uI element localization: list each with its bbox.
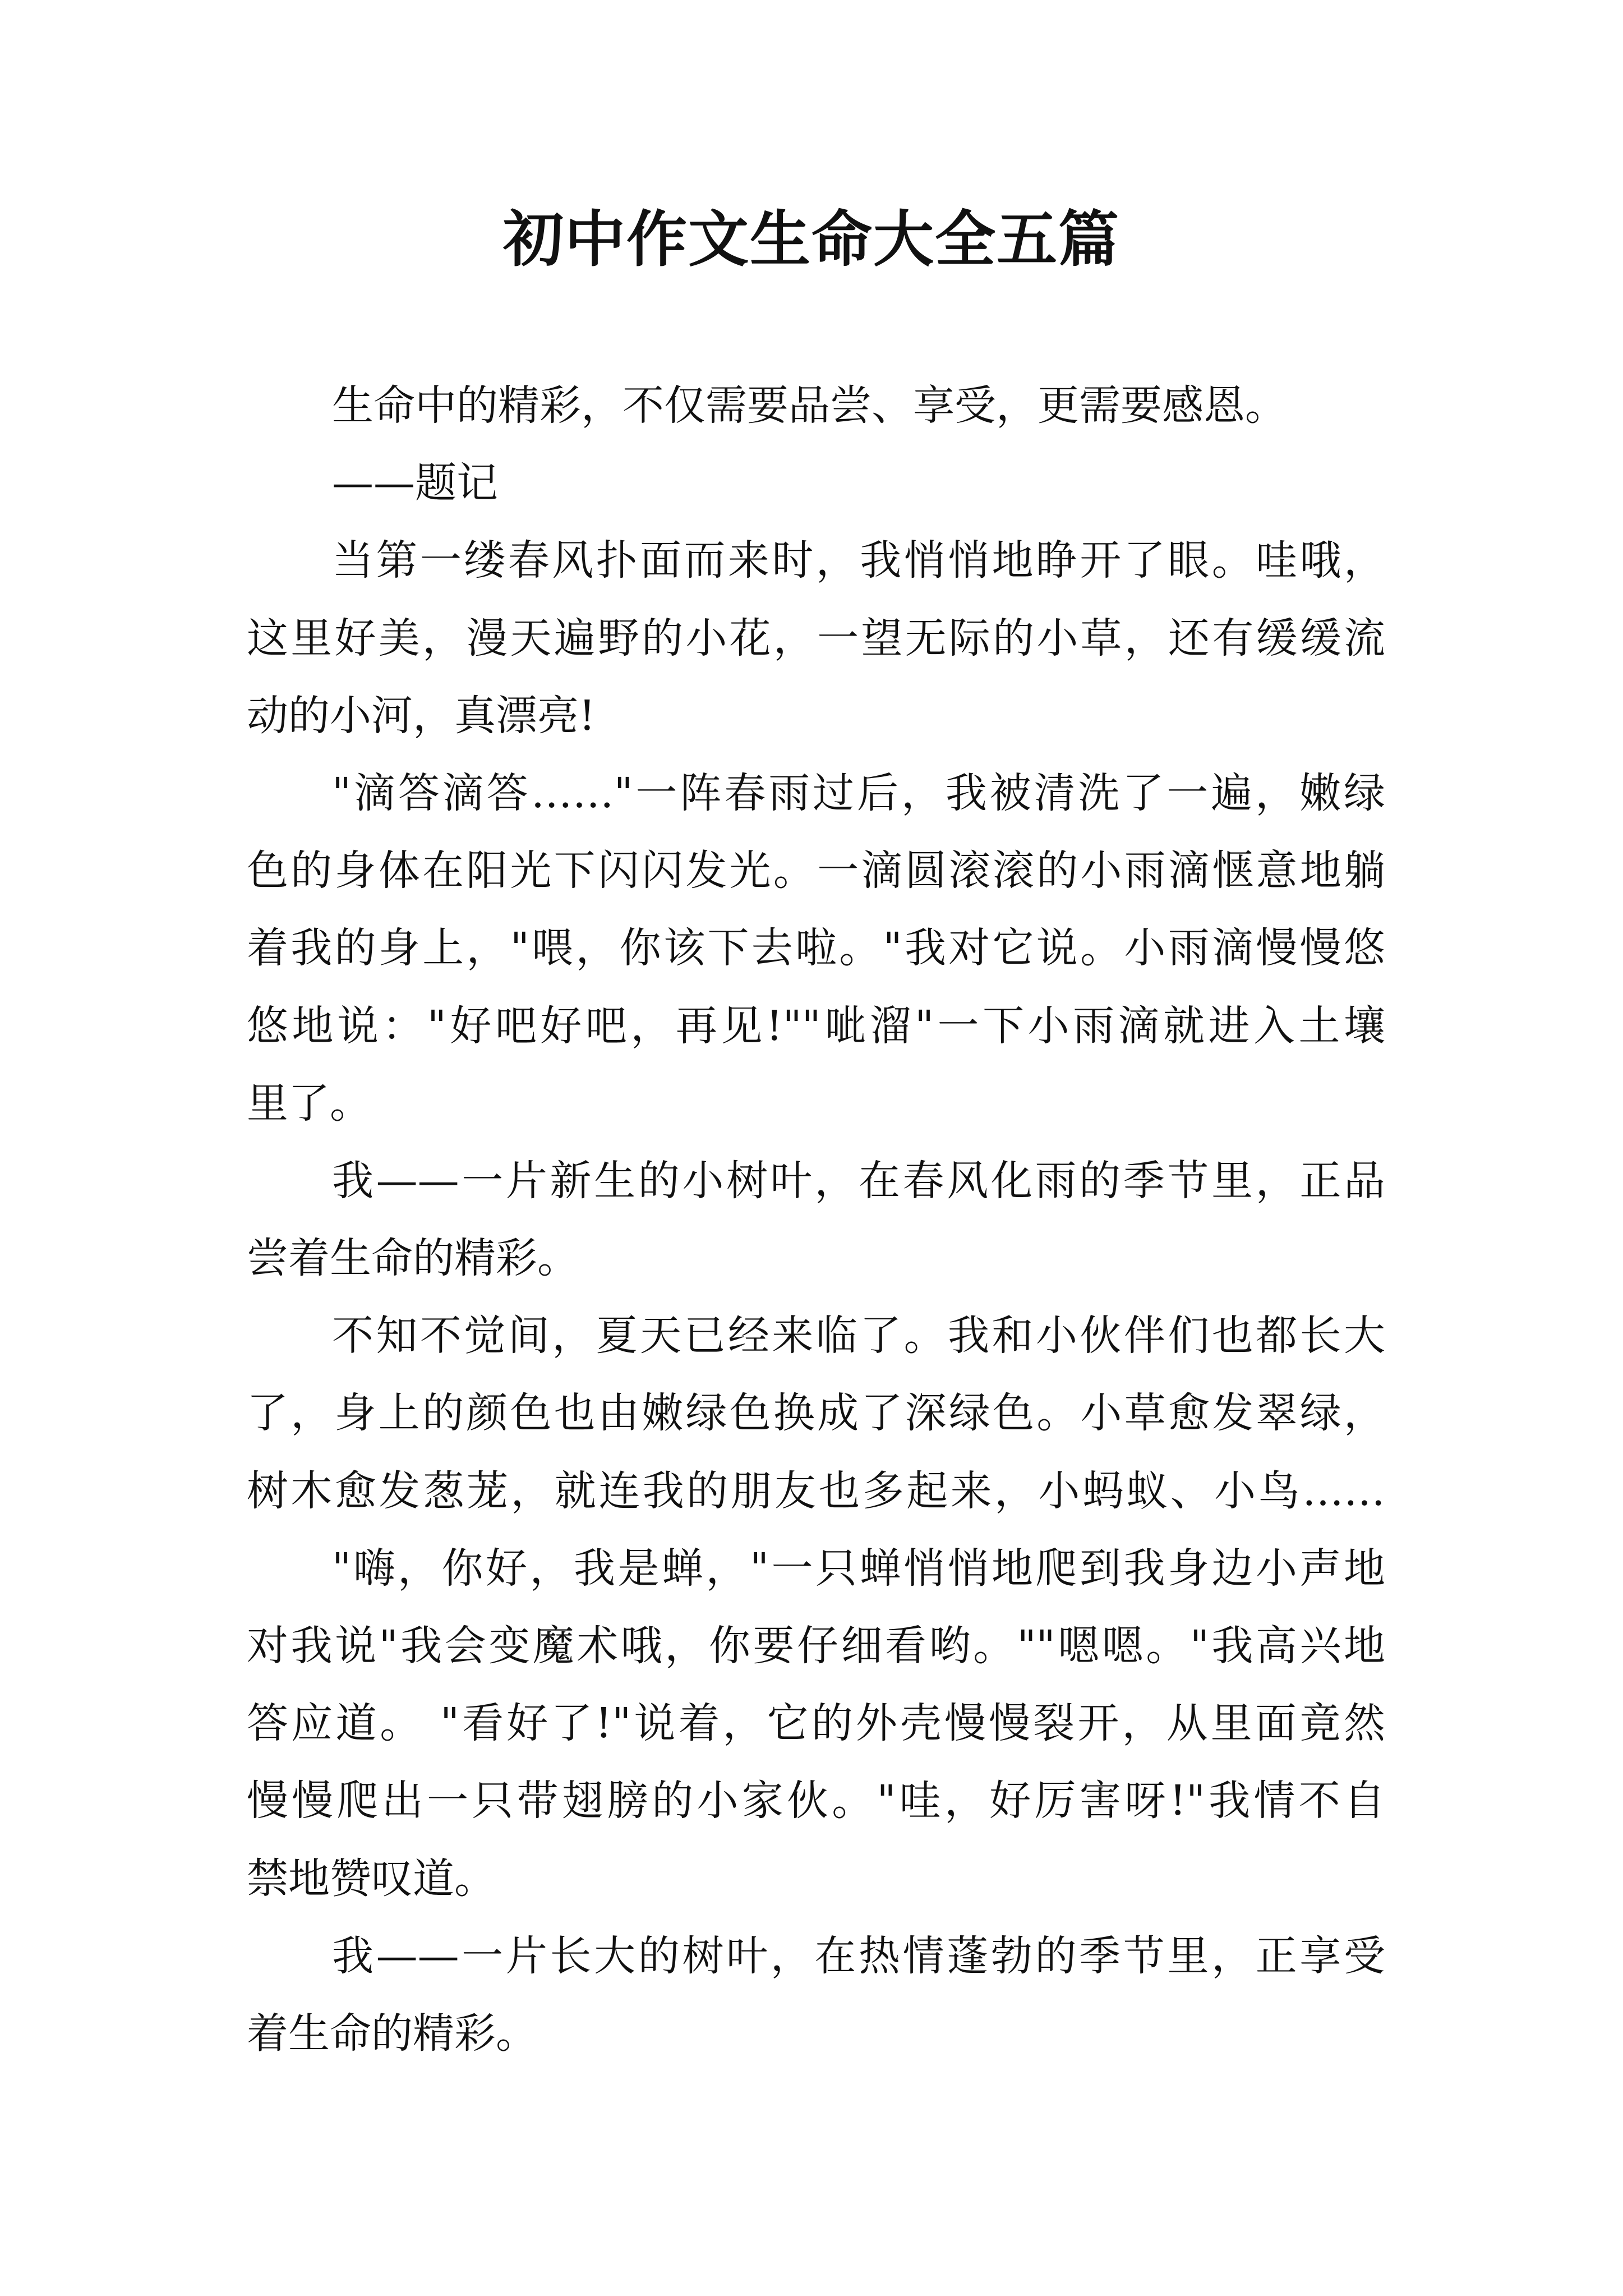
text-line: "滴答滴答……"一阵春雨过后，我被清洗了一遍，嫩绿 <box>332 769 1385 817</box>
text-line: 动的小河，真漂亮! <box>247 691 596 740</box>
text-line: 我——一片新生的小树叶，在春风化雨的季节里，正品 <box>332 1156 1385 1205</box>
text-line: 不知不觉间，夏天已经来临了。我和小伙伴们也都长大 <box>332 1312 1385 1360</box>
text-line: ——题记 <box>332 459 498 508</box>
text-line: 禁地赞叹道。 <box>247 1854 496 1903</box>
text-line: 着生命的精彩。 <box>247 2009 537 2058</box>
text-line: 里了。 <box>247 1079 371 1128</box>
text-line: 了，身上的颜色也由嫩绿色换成了深绿色。小草愈发翠绿， <box>247 1389 1385 1438</box>
text-line: "嗨，你好，我是蝉，"一只蝉悄悄地爬到我身边小声地 <box>332 1544 1385 1593</box>
document-body <box>247 367 1385 2072</box>
text-line: 对我说"我会变魔术哦，你要仔细看哟。""嗯嗯。"我高兴地 <box>247 1622 1385 1670</box>
text-line: 悠地说："好吧好吧，再见!""呲溜"一下小雨滴就进入土壤 <box>247 1001 1385 1050</box>
text-line: 当第一缕春风扑面而来时，我悄悄地睁开了眼。哇哦， <box>332 536 1385 585</box>
text-line: 着我的身上，"喂，你该下去啦。"我对它说。小雨滴慢慢悠 <box>247 924 1385 973</box>
text-line: 我——一片长大的树叶，在热情蓬勃的季节里，正享受 <box>332 1931 1385 1980</box>
text-line: 生命中的精彩，不仅需要品尝、享受，更需要感恩。 <box>332 381 1287 430</box>
text-line: 这里好美，漫天遍野的小花，一望无际的小草，还有缓缓流 <box>247 614 1385 662</box>
text-line: 尝着生命的精彩。 <box>247 1234 579 1283</box>
text-line: 答应道。 "看好了!"说着，它的外壳慢慢裂开，从里面竟然 <box>247 1699 1385 1748</box>
text-line: 慢慢爬出一只带翅膀的小家伙。"哇，好厉害呀!"我情不自 <box>247 1777 1385 1825</box>
document-title: 初中作文生命大全五篇 <box>502 204 1120 275</box>
text-line: 色的身体在阳光下闪闪发光。一滴圆滚滚的小雨滴惬意地躺 <box>247 846 1385 895</box>
text-line: 树木愈发葱茏，就连我的朋友也多起来，小蚂蚁、小鸟…… <box>247 1466 1385 1515</box>
